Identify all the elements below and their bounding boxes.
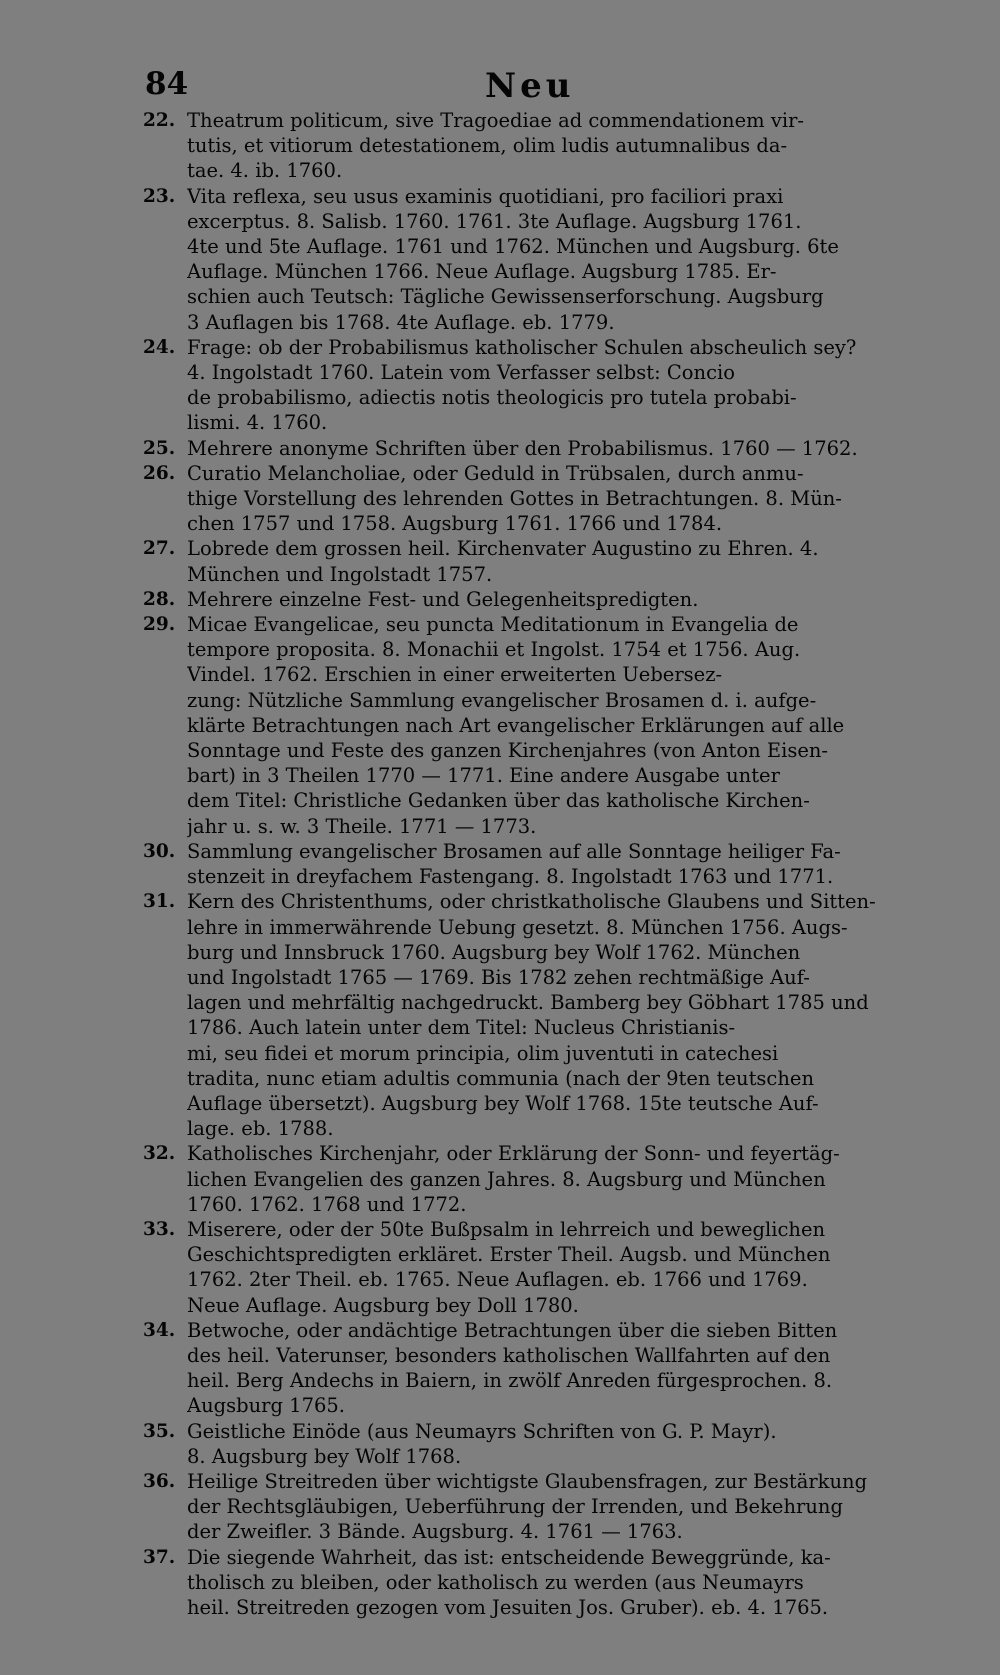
- entry-number: 23.: [143, 185, 176, 207]
- entry-number: 28.: [143, 588, 176, 610]
- entry-line: lagen und mehrfältig nachgedruckt. Bamberg bey Göbhart 1785 und: [187, 991, 869, 1015]
- entry-line: der Zweifler. 3 Bände. Augsburg. 4. 1761 — 1763.: [187, 1520, 683, 1544]
- entry-number: 26.: [143, 462, 176, 484]
- entry-line: 1762. 2ter Theil. eb. 1765. Neue Auflagen. eb. 1766 und 1769.: [187, 1268, 808, 1292]
- entry-line: heil. Streitreden gezogen vom Jesuiten Jos. Gruber). eb. 4. 1765.: [187, 1595, 829, 1619]
- entry-line: Sonntage und Feste des ganzen Kirchenjahres (von Anton Eisen-: [187, 739, 829, 763]
- entry-line: Geistliche Einöde (aus Neumayrs Schriften von G. P. Mayr).: [187, 1419, 777, 1443]
- entry-line: Die siegende Wahrheit, das ist: entscheidende Beweggründe, ka-: [187, 1545, 831, 1569]
- entry-line: klärte Betrachtungen nach Art evangelischer Erklärungen auf alle: [187, 713, 845, 737]
- entry-line: heil. Berg Andechs in Baiern, in zwölf Anreden fürgesprochen. 8.: [187, 1369, 833, 1393]
- entry-line: excerptus. 8. Salisb. 1760. 1761. 3te Auflage. Augsburg 1761.: [187, 209, 802, 233]
- entry-line: Kern des Christenthums, oder christkatholische Glaubens und Sitten-: [187, 890, 876, 914]
- entry-line: tutis, et vitiorum detestationem, olim ludis autumnalibus da-: [187, 134, 788, 158]
- entry-line: Miserere, oder der 50te Bußpsalm in lehrreich und beweglichen: [187, 1217, 826, 1241]
- entry-number: 31.: [143, 891, 176, 913]
- entry-line: lage. eb. 1788.: [187, 1117, 334, 1141]
- entry-number: 25.: [143, 437, 176, 459]
- entry-number: 33.: [143, 1218, 176, 1240]
- entry-line: Vita reflexa, seu usus examinis quotidiani, pro faciliori praxi: [187, 184, 784, 208]
- entry-line: Auflage übersetzt). Augsburg bey Wolf 1768. 15te teutsche Auf-: [187, 1091, 819, 1115]
- page-number: 84: [145, 66, 189, 102]
- entry-line: und Ingolstadt 1765 — 1769. Bis 1782 zehen rechtmäßige Auf-: [187, 965, 810, 989]
- entry-line: chen 1757 und 1758. Augsburg 1761. 1766 und 1784.: [187, 512, 723, 536]
- entry-line: des heil. Vaterunser, besonders katholischen Wallfahrten auf den: [187, 1343, 831, 1367]
- entry-line: Lobrede dem grossen heil. Kirchenvater Augustino zu Ehren. 4.: [187, 537, 819, 561]
- entry-line: Auflage. München 1766. Neue Auflage. Augsburg 1785. Er-: [187, 260, 777, 284]
- bibliography-entry: [143, 839, 938, 889]
- bibliography-entry: [143, 1141, 938, 1217]
- entry-number: 35.: [143, 1420, 176, 1442]
- entry-number: 30.: [143, 840, 176, 862]
- bibliography-entry: [143, 335, 938, 436]
- entry-line: bart) in 3 Theilen 1770 — 1771. Eine andere Ausgabe unter: [187, 764, 780, 788]
- entry-line: 4te und 5te Auflage. 1761 und 1762. München und Augsburg. 6te: [187, 235, 839, 259]
- bibliography-entry: [143, 1419, 938, 1469]
- page-header: [0, 66, 1000, 106]
- entry-line: 3 Auflagen bis 1768. 4te Auflage. eb. 1779.: [187, 310, 615, 334]
- entry-number: 36.: [143, 1470, 176, 1492]
- entry-number: 24.: [143, 336, 176, 358]
- entry-line: München und Ingolstadt 1757.: [187, 562, 493, 586]
- entry-line: tradita, nunc etiam adultis communia (nach der 9ten teutschen: [187, 1066, 814, 1090]
- entry-line: Augsburg 1765.: [187, 1394, 345, 1418]
- entry-line: Mehrere anonyme Schriften über den Probabilismus. 1760 — 1762.: [187, 436, 858, 460]
- entry-line: lismi. 4. 1760.: [187, 411, 328, 435]
- entry-line: jahr u. s. w. 3 Theile. 1771 — 1773.: [187, 814, 537, 838]
- entry-line: tempore proposita. 8. Monachii et Ingolst. 1754 et 1756. Aug.: [187, 638, 801, 662]
- entry-line: de probabilismo, adiectis notis theologicis pro tutela probabi-: [187, 386, 797, 410]
- bibliography-entry: [143, 108, 938, 184]
- bibliography-entry: [143, 587, 938, 612]
- bibliography-entry: [143, 612, 938, 839]
- entry-line: burg und Innsbruck 1760. Augsburg bey Wolf 1762. München: [187, 940, 801, 964]
- bibliography-entry: [143, 536, 938, 586]
- bibliography-entry: [143, 1545, 938, 1621]
- entry-line: der Rechtsgläubigen, Ueberführung der Irrenden, und Bekehrung: [187, 1495, 843, 1519]
- bibliography-entry: [143, 461, 938, 537]
- entry-line: Heilige Streitreden über wichtigste Glaubensfragen, zur Bestärkung: [187, 1469, 868, 1493]
- entry-number: 27.: [143, 538, 176, 560]
- running-head: Neu: [485, 66, 575, 106]
- entry-line: 4. Ingolstadt 1760. Latein vom Verfasser selbst: Concio: [187, 361, 735, 385]
- entry-line: zung: Nützliche Sammlung evangelischer Brosamen d. i. aufge-: [187, 688, 817, 712]
- entry-number: 37.: [143, 1546, 176, 1568]
- bibliography-entry: [143, 1217, 938, 1318]
- entry-line: Neue Auflage. Augsburg bey Doll 1780.: [187, 1293, 579, 1317]
- entry-line: Katholisches Kirchenjahr, oder Erklärung der Sonn- und feyertäg-: [187, 1142, 840, 1166]
- entry-line: Vindel. 1762. Erschien in einer erweiterten Uebersez-: [187, 663, 723, 687]
- entry-number: 29.: [143, 614, 176, 636]
- entry-line: thige Vorstellung des lehrenden Gottes in Betrachtungen. 8. Mün-: [187, 487, 842, 511]
- entry-line: lichen Evangelien des ganzen Jahres. 8. Augsburg und München: [187, 1167, 826, 1191]
- entry-line: Sammlung evangelischer Brosamen auf alle Sonntage heiliger Fa-: [187, 839, 841, 863]
- entry-number: 34.: [143, 1319, 176, 1341]
- bibliography-entry: [143, 184, 938, 335]
- entry-line: dem Titel: Christliche Gedanken über das katholische Kirchen-: [187, 789, 810, 813]
- entry-line: 1760. 1762. 1768 und 1772.: [187, 1192, 467, 1216]
- bibliography-entry: [143, 1469, 938, 1545]
- entry-line: 8. Augsburg bey Wolf 1768.: [187, 1444, 462, 1468]
- entry-line: 1786. Auch latein unter dem Titel: Nucleus Christianis-: [187, 1016, 736, 1040]
- entry-line: Curatio Melancholiae, oder Geduld in Trübsalen, durch anmu-: [187, 461, 804, 485]
- bibliography-entry: [143, 436, 938, 461]
- bibliography-entry: [143, 889, 938, 1141]
- entry-line: Micae Evangelicae, seu puncta Meditationum in Evangelia de: [187, 613, 799, 637]
- entry-line: tholisch zu bleiben, oder katholisch zu werden (aus Neumayrs: [187, 1570, 804, 1594]
- entry-line: Geschichtspredigten erkläret. Erster Theil. Augsb. und München: [187, 1243, 831, 1267]
- bibliography-list: [143, 108, 938, 1620]
- entry-number: 32.: [143, 1143, 176, 1165]
- entry-line: Betwoche, oder andächtige Betrachtungen über die sieben Bitten: [187, 1318, 838, 1342]
- entry-line: mi, seu fidei et morum principia, olim juventuti in catechesi: [187, 1041, 779, 1065]
- bibliography-entry: [143, 1318, 938, 1419]
- entry-line: Theatrum politicum, sive Tragoediae ad commendationem vir-: [187, 109, 804, 132]
- entry-line: Frage: ob der Probabilismus katholischer Schulen abscheulich sey?: [187, 335, 857, 359]
- entry-line: Mehrere einzelne Fest- und Gelegenheitspredigten.: [187, 587, 699, 611]
- entry-line: stenzeit in dreyfachem Fastengang. 8. Ingolstadt 1763 und 1771.: [187, 865, 834, 889]
- entry-line: tae. 4. ib. 1760.: [187, 159, 343, 183]
- entry-line: schien auch Teutsch: Tägliche Gewissenserforschung. Augsburg: [187, 285, 824, 309]
- entry-number: 22.: [143, 110, 176, 131]
- entry-line: lehre in immerwährende Uebung gesetzt. 8. München 1756. Augs-: [187, 915, 848, 939]
